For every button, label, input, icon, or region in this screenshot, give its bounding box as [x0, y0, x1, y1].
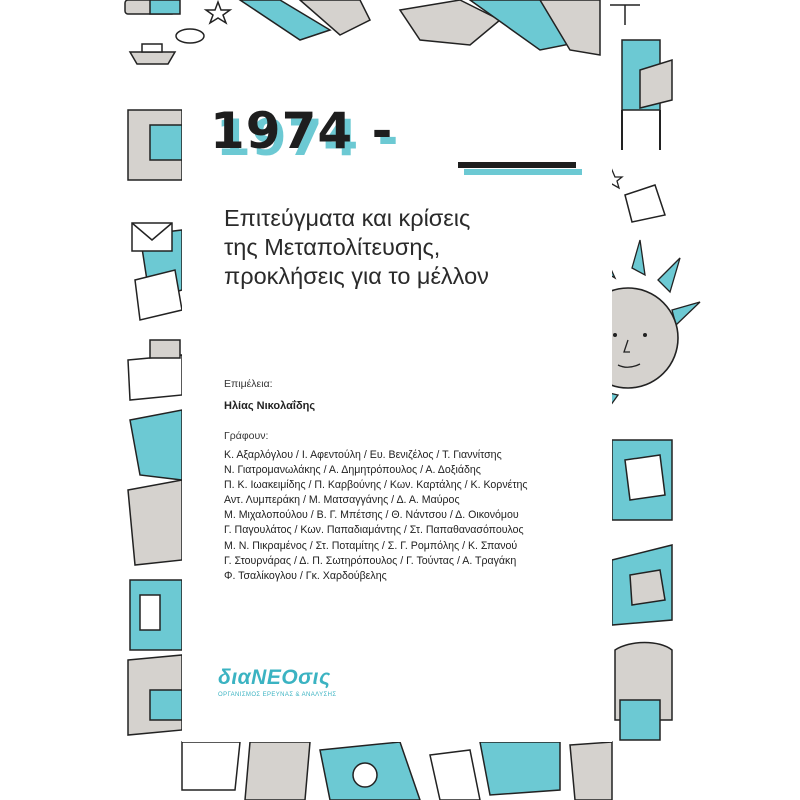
- authors-line: Γ. Παγουλάτος / Κων. Παπαδιαμάντης / Στ. Παπαθανασόπουλος: [224, 524, 524, 537]
- authors-list: [224, 448, 604, 584]
- authors-line: Μ. Ν. Πικραμένος / Στ. Ποταμίτης / Σ. Γ. Ρομπόλης / Κ. Σπανού: [224, 539, 518, 552]
- right-doodles: [602, 40, 672, 740]
- editor-label: Επιμέλεια:: [224, 378, 273, 390]
- subtitle-line: Επιτεύγματα και κρίσεις: [224, 205, 471, 231]
- subtitle-line: προκλήσεις για το μέλλον: [224, 263, 489, 289]
- publisher-logo: διαΝΕΟσις: [218, 666, 331, 689]
- left-doodles: [128, 110, 182, 735]
- content-panel: [182, 56, 612, 742]
- top-doodles: [125, 0, 640, 55]
- subtitle-line: της Μεταπολίτευσης,: [224, 234, 441, 260]
- authors-line: Αντ. Λυμπεράκη / Μ. Ματσαγγάνης / Δ. Α. Μαύρος: [224, 494, 460, 507]
- editor-name: Ηλίας Νικολαΐδης: [224, 400, 316, 412]
- book-subtitle: [224, 204, 604, 291]
- title-blank-line: [458, 162, 576, 168]
- authors-line: Κ. Αξαρλόγλου / Ι. Αφεντούλη / Ευ. Βενιζέλος / Τ. Γιαννίτσης: [224, 449, 502, 461]
- publisher-block: [218, 666, 336, 698]
- envelope-icon: [132, 223, 172, 251]
- star-icon: [206, 2, 230, 23]
- book-title: 1974 -: [210, 102, 394, 160]
- authors-line: Ν. Γιατρομανωλάκης / Α. Δημητρόπουλος / Α. Δοξιάδης: [224, 464, 481, 477]
- title-block: [210, 102, 393, 160]
- authors-label: Γράφουν:: [224, 430, 269, 442]
- boat-icon: [130, 44, 175, 64]
- authors-line: Φ. Τσαλίκογλου / Γκ. Χαρδούβελης: [224, 569, 387, 582]
- bottom-doodles: [182, 742, 612, 800]
- authors-line: Π. Κ. Ιωακειμίδης / Π. Καρβούνης / Κων. Καρτάλης / Κ. Κορνέτης: [224, 479, 528, 492]
- authors-line: Γ. Στουρνάρας / Δ. Π. Σωτηρόπουλος / Γ. Τούντας / Α. Τραγάκη: [224, 554, 517, 567]
- publisher-tagline: ΟΡΓΑΝΙΣΜΟΣ ΕΡΕΥΝΑΣ & ΑΝΑΛΥΣΗΣ: [218, 692, 337, 698]
- authors-line: Μ. Μιχαλοπούλου / Β. Γ. Μπέτσης / Θ. Νάντσου / Δ. Οικονόμου: [224, 509, 519, 522]
